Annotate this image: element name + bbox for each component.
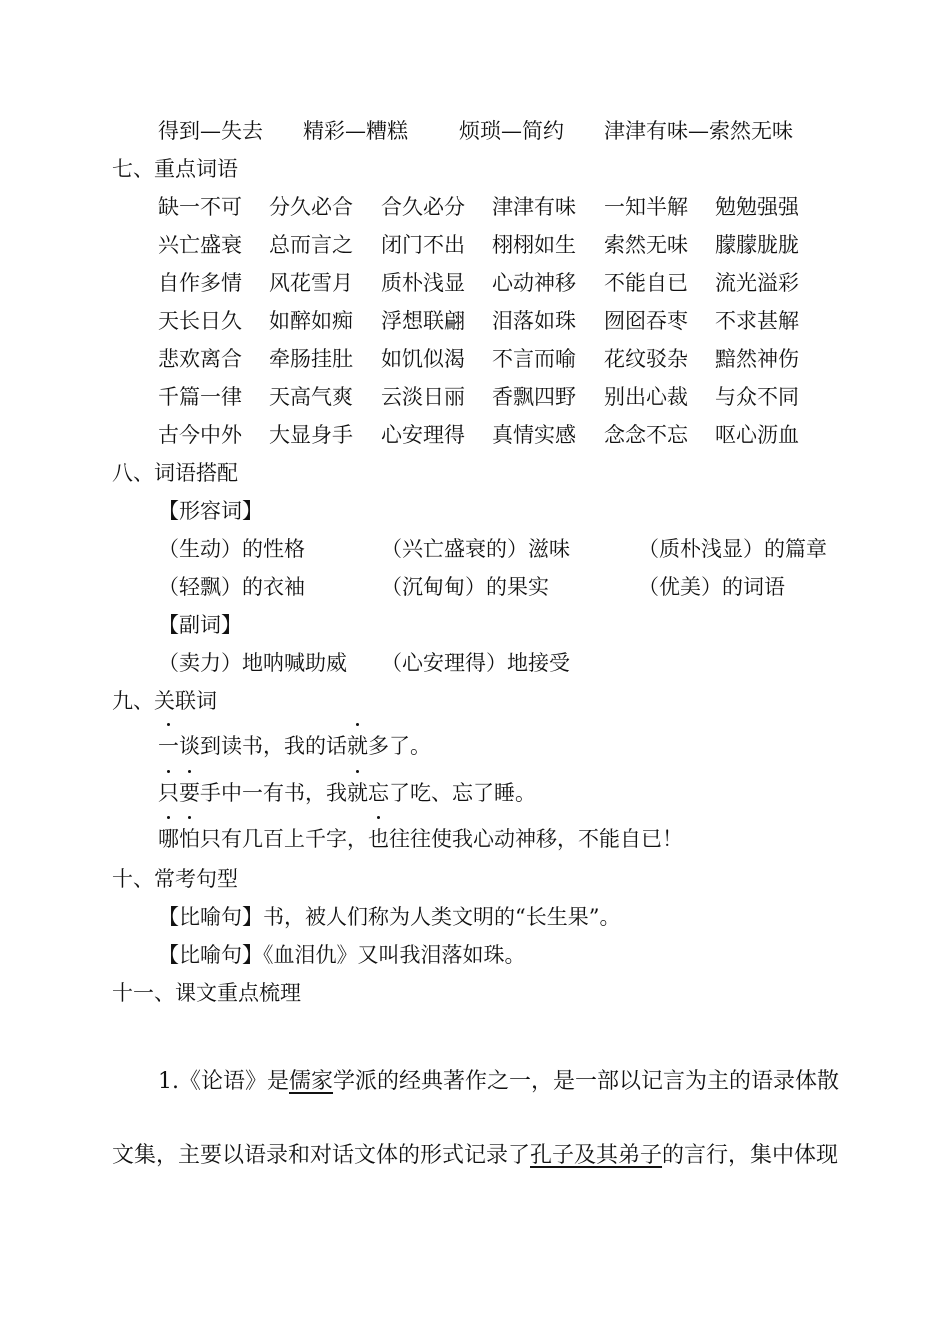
review-paragraph-line-2 (112, 1143, 838, 1169)
key-word: 囫囵吞枣 (604, 309, 688, 333)
sentence-text: 多了。 (368, 734, 431, 758)
key-word: 呕心沥血 (715, 423, 799, 447)
key-word: 天高气爽 (269, 385, 353, 409)
emphasis-char: 就 (347, 734, 368, 758)
key-word: 别出心裁 (604, 385, 688, 409)
key-word: 念念不忘 (604, 423, 688, 447)
key-word: 不求甚解 (715, 309, 799, 333)
underlined-answer: 孔子及其弟子 (530, 1143, 663, 1168)
key-word: 缺一不可 (158, 195, 242, 219)
antonym-4: 津津有味—索然无味 (604, 119, 793, 143)
metaphor-text: 《血泪仇》又叫我泪落如珠。 (263, 943, 526, 967)
key-word: 质朴浅显 (381, 271, 465, 295)
key-word: 津津有味 (492, 195, 576, 219)
key-word: 一知半解 (604, 195, 688, 219)
key-word: 浮想联翩 (381, 309, 465, 333)
underlined-answer: 儒家 (289, 1069, 334, 1094)
collocation: （生动）的性格 (158, 537, 305, 561)
review-paragraph-line-1 (158, 1069, 839, 1095)
section-heading-key-words: 七、重点词语 (112, 157, 238, 181)
key-word: 栩栩如生 (492, 233, 576, 257)
collocation: （轻飘）的衣袖 (158, 575, 305, 599)
collocation: （兴亡盛衰的）滋味 (381, 537, 570, 561)
metaphor-label: 【比喻句】 (158, 943, 263, 967)
section-heading-collocations: 八、词语搭配 (112, 461, 238, 485)
emphasis-char: 只 (158, 781, 179, 805)
key-word: 兴亡盛衰 (158, 233, 242, 257)
key-word: 真情实感 (492, 423, 576, 447)
paragraph-text: 文集，主要以语录和对话文体的形式记录了 (112, 1143, 531, 1168)
sentence-text: 手中一有书，我 (200, 781, 347, 805)
antonym-2: 精彩—糟糕 (303, 119, 408, 143)
conjunction-sentence-1 (158, 733, 431, 759)
sentence-text: 往往使我心动神移，不能自已！ (389, 827, 683, 851)
conjunction-sentence-3 (158, 826, 683, 852)
key-word: 与众不同 (715, 385, 799, 409)
emphasis-char: 怕 (179, 827, 200, 851)
emphasis-char: 哪 (158, 827, 179, 851)
key-word: 古今中外 (158, 423, 242, 447)
section-heading-text-review: 十一、课文重点梳理 (112, 981, 301, 1005)
adjective-label: 【形容词】 (158, 499, 263, 523)
key-word: 悲欢离合 (158, 347, 242, 371)
collocation: （质朴浅显）的篇章 (638, 537, 827, 561)
sentence-text: 忘了吃、忘了睡。 (368, 781, 536, 805)
emphasis-char: 也 (368, 827, 389, 851)
adverb-label: 【副词】 (158, 613, 242, 637)
emphasis-char: 就 (347, 781, 368, 805)
conjunction-sentence-2 (158, 780, 536, 806)
key-word: 花纹驳杂 (604, 347, 688, 371)
collocation: （优美）的词语 (638, 575, 785, 599)
metaphor-text: 书，被人们称为人类文明的“长生果”。 (263, 905, 621, 929)
key-word: 大显身手 (269, 423, 353, 447)
collocation: （沉甸甸）的果实 (381, 575, 549, 599)
key-word: 如饥似渴 (381, 347, 465, 371)
paragraph-text: 学派的经典著作之一，是一部以记言为主的语录体散 (333, 1069, 840, 1094)
key-word: 闭门不出 (381, 233, 465, 257)
emphasis-char: 一 (158, 734, 179, 758)
paragraph-text: 1.《论语》是 (158, 1069, 289, 1094)
key-word: 不言而喻 (492, 347, 576, 371)
key-word: 朦朦胧胧 (715, 233, 799, 257)
key-word: 自作多情 (158, 271, 242, 295)
key-word: 索然无味 (604, 233, 688, 257)
key-word: 心动神移 (492, 271, 576, 295)
key-word: 牵肠挂肚 (269, 347, 353, 371)
metaphor-sentence-1 (158, 904, 620, 930)
emphasis-char: 要 (179, 781, 200, 805)
key-word: 流光溢彩 (715, 271, 799, 295)
paragraph-text: 的言行，集中体现 (662, 1143, 839, 1168)
key-word: 黯然神伤 (715, 347, 799, 371)
sentence-text: 谈到读书，我的话 (179, 734, 347, 758)
key-word: 不能自已 (604, 271, 688, 295)
key-word: 勉勉强强 (715, 195, 799, 219)
key-word: 如醉如痴 (269, 309, 353, 333)
antonym-3: 烦琐—简约 (459, 119, 564, 143)
collocation: （卖力）地呐喊助威 (158, 651, 347, 675)
key-word: 千篇一律 (158, 385, 242, 409)
section-heading-conjunctions: 九、关联词 (112, 689, 217, 713)
key-word: 香飘四野 (492, 385, 576, 409)
key-word: 风花雪月 (269, 271, 353, 295)
key-word: 总而言之 (269, 233, 353, 257)
antonym-1: 得到—失去 (158, 119, 263, 143)
key-word: 云淡日丽 (381, 385, 465, 409)
sentence-text: 只有几百上千字， (200, 827, 368, 851)
metaphor-label: 【比喻句】 (158, 905, 263, 929)
section-heading-sentence-patterns: 十、常考句型 (112, 867, 238, 891)
key-word: 分久必合 (269, 195, 353, 219)
key-word: 心安理得 (381, 423, 465, 447)
key-word: 天长日久 (158, 309, 242, 333)
key-word: 泪落如珠 (492, 309, 576, 333)
key-word: 合久必分 (381, 195, 465, 219)
collocation: （心安理得）地接受 (381, 651, 570, 675)
metaphor-sentence-2 (158, 942, 526, 968)
